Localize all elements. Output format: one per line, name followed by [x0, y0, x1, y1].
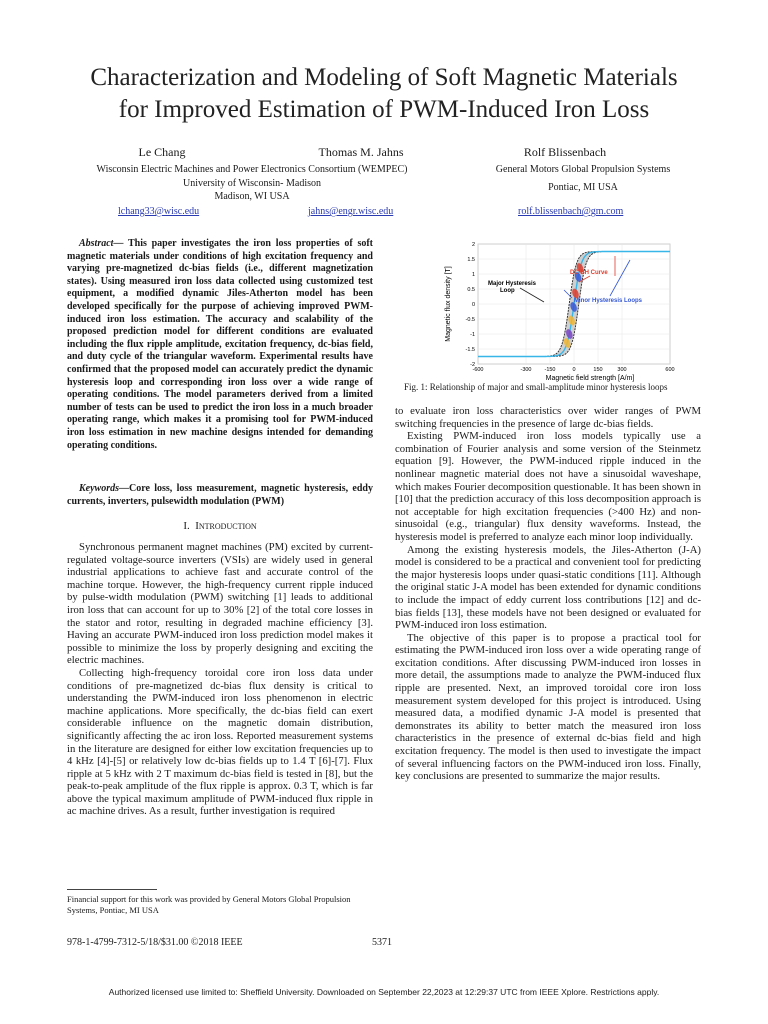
y-tick-label: 0 — [471, 302, 475, 308]
affiliation-left — [62, 163, 442, 204]
annotation-major-loop-line: Loop — [500, 288, 515, 294]
footnote: Financial support for this work was provided by General Motors Global Propulsion Systems, Pontiac, MI USA — [67, 894, 351, 915]
email-link-1[interactable]: lchang33@wisc.edu — [118, 206, 200, 217]
plot-area — [478, 244, 670, 364]
abstract-label: Abstract— — [79, 238, 124, 249]
y-tick-label: -1.5 — [465, 347, 475, 353]
author-name-3: Rolf Blissenbach — [523, 145, 607, 159]
y-axis-label: Magnetic flux density [T] — [445, 266, 452, 342]
section-title: Introduction — [195, 520, 257, 532]
body-paragraph: Synchronous permanent magnet machines (PM) excited by current-regulated voltage-source inverters (VSIs) are widely used in general industrial applications to achieve fast and accurate control of the machine torque. However, the high-frequency current ripple induced by pulse-width modulation (PWM) switching [1] leads to additional iron loss that can account for up to 30% [2] of the total core losses in the stator and rotor, resulting in degraded machine efficiency [3]. Having an accurate PWM-induced iron loss prediction model makes it possible to minimize the loss by properly designing and exciting the electric machines. — [67, 541, 373, 667]
affiliation-right — [468, 163, 698, 194]
x-axis-label: Magnetic field strength [A/m] — [545, 375, 635, 382]
x-tick-label: 300 — [617, 367, 627, 373]
abstract — [67, 238, 373, 452]
page-number: 5371 — [372, 937, 392, 948]
abstract-text: This paper investigates the iron loss properties of soft magnetic materials under conditions of high excitation frequency and varying pre-magnetized dc-bias fields (i.e., different magnetization states). Using measured iron loss data collected using customized test equipment, a modified dynamic Jiles-Atherton model has been developed specifically for the purpose of achieving improved PWM-induced iron loss estimation. The accuracy and scalability of the proposed prediction model for different conditions are evaluated including the flux ripple amplitude, excitation frequency, dc-bias field, and duty cycle of the triangular waveform. Experimental results have confirmed that the proposed model can accurately predict the dynamic hysteresis loop and corresponding iron loss over a wide range of operating conditions. The model parameters derived from a limited number of tests can be used to predict the iron loss in a much broader operating range, which makes it a promising tool for PWM-induced iron loss estimation in new machine designs intended for demanding operating conditions. — [67, 238, 373, 451]
y-tick-label: 1.5 — [467, 257, 475, 263]
paper-title — [40, 62, 728, 126]
right-column-body — [395, 405, 701, 783]
body-paragraph: The objective of this paper is to propose a practical tool for estimating the PWM-induced iron loss over a wide operating range of excitation conditions. After discussing PWM-induced iron losses in more detail, the assumptions made to analyze the PWM-induced flux ripple are presented. Next, an improved toroidal core iron loss measurement system developed for this project is introduced. Using measured data, a modified dynamic J-A model is presented that demonstrates its ability to better match the measured iron loss characteristics in the presence of external dc-bias field and high excitation frequency. The model is then used to investigate the impact of several influencing factors on the PWM-induced iron loss. Finally, key conclusions are presented to summarize the major results. — [395, 631, 701, 783]
section-number: I. — [183, 520, 190, 532]
body-paragraph: Existing PWM-induced iron loss models typically use a combination of Fourier analysis and some version of the Steinmetz equation [9]. However, the PWM-induced ripple induced in the nonlinear magnetic material does not have a sinusoidal waveshape, which makes Fourier decomposition questionable. It has been shown in [10] that the prediction accuracy of this loss decomposition approach is not acceptable for high excitation frequencies (>400 Hz) and non-sinusoidal (e.g., triangular) flux density waveforms. Instead, the hysteresis model is preferred to analyze each minor loop individually. — [395, 430, 701, 543]
author-name-2: Thomas M. Jahns — [318, 145, 404, 159]
x-tick-label: -300 — [520, 367, 532, 373]
email-link-2[interactable]: jahns@engr.wisc.edu — [308, 206, 394, 217]
x-tick-label: -150 — [544, 367, 556, 373]
annotation-major-loop-line: Major Hysteresis — [488, 281, 537, 287]
y-tick-label: -1 — [470, 332, 475, 338]
x-tick-label: 600 — [665, 367, 675, 373]
title-line-2: for Improved Estimation of PWM-Induced Iron Loss — [118, 96, 650, 123]
affiliation-left-line: Wisconsin Electric Machines and Power Electronics Consortium (WEMPEC) — [96, 164, 408, 175]
y-tick-label: -0.5 — [465, 317, 475, 323]
affiliation-right-line: General Motors Global Propulsion Systems — [495, 164, 671, 175]
keywords-text: Core loss, loss measurement, magnetic hysteresis, eddy currents, inverters, pulsewidth modulation (PWM) — [67, 483, 373, 507]
keywords-label: Keywords— — [79, 483, 129, 494]
x-tick-label: 150 — [593, 367, 603, 373]
access-notice: Authorized licensed use limited to: Sheffield University. Downloaded on September 22,2023 at 12:29:37 UTC from IEEE Xplore. Restrictions apply. — [108, 987, 660, 997]
keywords — [67, 483, 373, 508]
figure-caption: Fig. 1: Relationship of major and small-amplitude minor hysteresis loops — [404, 382, 668, 392]
annotation-minor-loops: Minor Hysteresis Loops — [574, 298, 643, 304]
body-paragraph: to evaluate iron loss characteristics over wider ranges of PWM switching frequencies in the presence of large dc-bias fields. — [395, 405, 701, 430]
annotation-dc-bh-curve: DC BH Curve — [570, 270, 608, 276]
y-tick-label: 2 — [471, 242, 475, 248]
affiliation-left-line: Madison, WI USA — [214, 191, 290, 202]
footnote-rule — [67, 889, 157, 890]
x-tick-label: 0 — [572, 367, 576, 373]
left-column-body — [67, 541, 373, 818]
x-tick-label: -600 — [472, 367, 484, 373]
affiliation-left-line: University of Wisconsin- Madison — [182, 177, 321, 189]
email-link-3[interactable]: rolf.blissenbach@gm.com — [518, 206, 624, 217]
section-heading — [67, 520, 373, 532]
affiliation-right-line: Pontiac, MI USA — [548, 181, 618, 193]
y-tick-label: 1 — [471, 272, 475, 278]
isbn-line: 978-1-4799-7312-5/18/$31.00 ©2018 IEEE — [67, 937, 243, 948]
figure-1-chart — [440, 238, 680, 384]
body-paragraph: Among the existing hysteresis models, the Jiles-Atherton (J-A) model is considered to be a practical and convenient tool for predicting the major hysteresis loops under quasi-static conditions [11]. Although the original static J-A model has been extended for dynamic conditions to include the impact of eddy current loss contributions [12] and dc-bias fields [13], these models have not been designed or evaluated for PWM-induced iron loss estimation. — [395, 543, 701, 632]
author-name-1: Le Chang — [138, 145, 186, 159]
y-tick-label: 0.5 — [467, 287, 475, 293]
title-line-1: Characterization and Modeling of Soft Magnetic Materials — [90, 64, 678, 91]
y-tick-label: -2 — [470, 362, 475, 368]
body-paragraph: Collecting high-frequency toroidal core iron loss data under conditions of pre-magnetized dc-bias flux density is critical to understanding the PWM-induced iron loss phenomenon in electric machine applications. More specifically, the dc-bias field can exert considerable influence on the magnetic domain distribution, significantly affecting the ac iron loss. Reported measurement systems in the literature are designed for either low excitation frequencies up to 4 kHz [4]-[5] or relatively low dc-bias fields up to 1.4 T [6]-[7]. Flux ripple at 5 kHz with 2 T maximum dc-bias field is tested in [8], but the peak-to-peak amplitude of the flux ripple is approx. 0.3 T, which is far above the typical maximum amplitude of PWM-induced flux ripple in ac machine drives. As a result, further investigation is required — [67, 666, 373, 818]
